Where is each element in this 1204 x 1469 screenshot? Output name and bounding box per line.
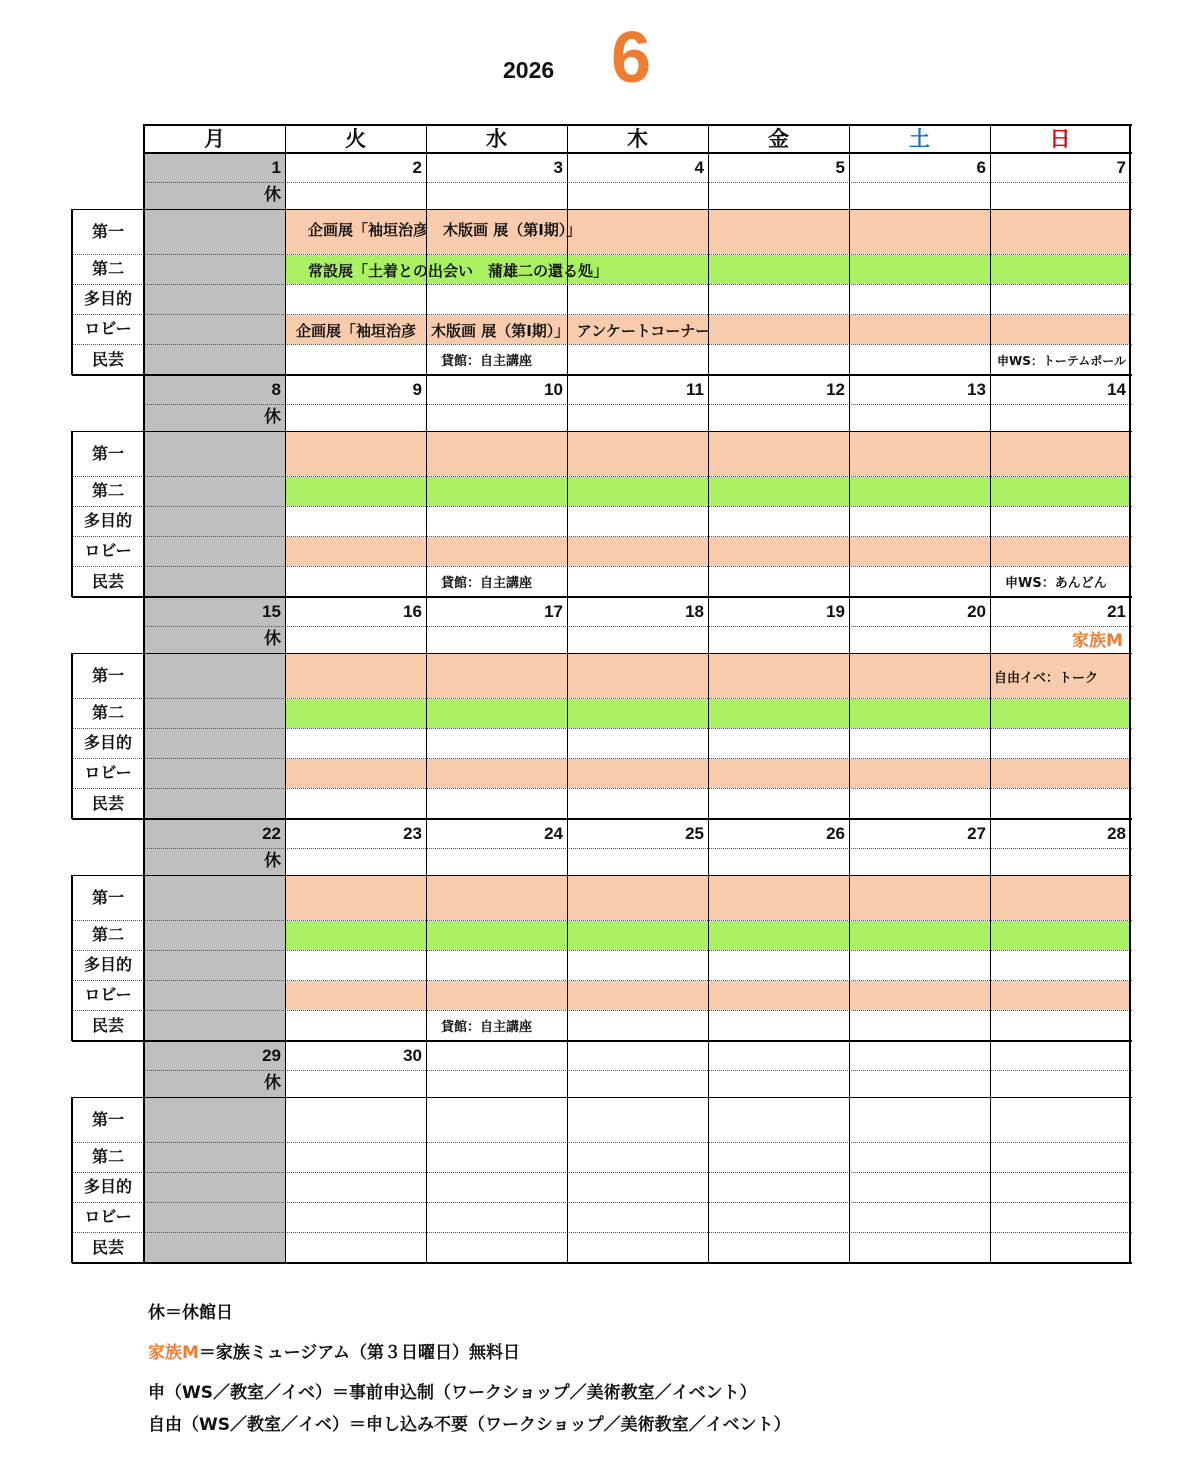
grid-line bbox=[72, 1202, 1132, 1203]
grid-line bbox=[72, 698, 1132, 699]
grid-line bbox=[72, 758, 1132, 759]
day-number: 6 bbox=[976, 158, 986, 177]
day-number: 19 bbox=[826, 602, 845, 621]
grid-line bbox=[144, 152, 1132, 154]
grid-line bbox=[144, 848, 1132, 849]
grid-line bbox=[426, 124, 427, 1263]
day-number: 28 bbox=[1107, 824, 1126, 843]
day-number: 9 bbox=[412, 380, 422, 399]
grid-line bbox=[72, 1142, 1132, 1143]
day-number: 10 bbox=[544, 380, 563, 399]
grid-line bbox=[72, 209, 1132, 210]
calendar-month: 6 bbox=[611, 18, 652, 98]
day-number: 22 bbox=[262, 824, 281, 843]
grid-line bbox=[72, 920, 1132, 921]
day-number bbox=[426, 1042, 563, 1070]
room-label-room-2: 第二 bbox=[91, 925, 124, 944]
room-label-lobby: ロビー bbox=[84, 319, 132, 338]
grid-line bbox=[72, 788, 1132, 789]
weekday-header-2: 水 bbox=[486, 127, 507, 151]
calendar-year: 2026 bbox=[503, 57, 555, 83]
weekday-header-5: 土 bbox=[909, 127, 930, 151]
event-mingei-workshop: 申WS：あんどん bbox=[1005, 576, 1107, 591]
day-number: 14 bbox=[1107, 380, 1126, 399]
room-label-mingei: 民芸 bbox=[91, 572, 124, 591]
day-number: 2 bbox=[412, 158, 422, 177]
room-label-lobby: ロビー bbox=[84, 763, 132, 782]
closed-mark: 休 bbox=[264, 407, 281, 427]
weekday-header-0: 月 bbox=[204, 127, 225, 151]
day-number: 18 bbox=[685, 602, 704, 621]
legend-family-museum-text: ＝家族ミュージアム（第３日曜日）無料日 bbox=[198, 1343, 521, 1363]
room-label-room-2: 第二 bbox=[91, 481, 124, 500]
room-label-mingei: 民芸 bbox=[91, 1016, 124, 1035]
grid-line bbox=[72, 314, 1132, 315]
grid-line bbox=[72, 980, 1132, 981]
event-mingei-workshop: 申WS：トーテムポール bbox=[997, 354, 1127, 368]
grid-line bbox=[71, 1097, 73, 1263]
legend-reservation: 申（WS／教室／イベ）＝事前申込制（ワークショップ／美術教室／イベント） bbox=[148, 1383, 757, 1403]
room-label-room-1: 第一 bbox=[91, 1110, 124, 1129]
day-number: 20 bbox=[967, 602, 986, 621]
grid-line bbox=[72, 284, 1132, 285]
legend-closed: 休＝休館日 bbox=[148, 1303, 233, 1323]
grid-line bbox=[71, 653, 73, 819]
grid-line bbox=[71, 209, 73, 375]
room-label-room-1: 第一 bbox=[91, 222, 124, 241]
room-label-room-2: 第二 bbox=[91, 1147, 124, 1166]
grid-line bbox=[144, 596, 1132, 598]
grid-line bbox=[285, 124, 286, 1263]
grid-line bbox=[72, 1172, 1132, 1173]
room-label-mingei: 民芸 bbox=[91, 350, 124, 369]
grid-line bbox=[144, 124, 1132, 126]
day-number: 5 bbox=[835, 158, 845, 177]
grid-line bbox=[72, 1232, 1132, 1233]
grid-line bbox=[71, 431, 73, 597]
calendar-grid bbox=[72, 125, 1132, 1261]
day-number: 8 bbox=[271, 380, 281, 399]
grid-line bbox=[72, 506, 1132, 507]
grid-line bbox=[71, 875, 73, 1041]
grid-line bbox=[72, 875, 1132, 876]
weekday-header-4: 金 bbox=[768, 127, 789, 151]
day-number: 1 bbox=[271, 158, 281, 177]
day-number: 30 bbox=[403, 1046, 422, 1065]
grid-line bbox=[144, 626, 1132, 627]
day-number: 15 bbox=[262, 602, 281, 621]
room-label-multipurpose: 多目的 bbox=[83, 511, 132, 530]
grid-line bbox=[144, 374, 1132, 376]
grid-line bbox=[1129, 124, 1131, 1263]
day-number bbox=[567, 1042, 704, 1070]
grid-line bbox=[143, 124, 145, 1263]
room-label-room-1: 第一 bbox=[91, 888, 124, 907]
day-number bbox=[708, 1042, 845, 1070]
grid-line bbox=[72, 728, 1132, 729]
closed-mark: 休 bbox=[264, 629, 281, 649]
closed-mark: 休 bbox=[264, 1073, 281, 1093]
grid-line bbox=[72, 1262, 1132, 1264]
event-mingei-rental: 貸館：自主講座 bbox=[441, 354, 533, 369]
event-mingei-rental: 貸館：自主講座 bbox=[441, 576, 533, 591]
legend-free: 自由（WS／教室／イベ）＝申し込み不要（ワークショップ／美術教室／イベント） bbox=[148, 1415, 791, 1435]
room-label-room-2: 第二 bbox=[91, 259, 124, 278]
grid-line bbox=[72, 653, 1132, 654]
grid-line bbox=[72, 431, 1132, 432]
room-label-multipurpose: 多目的 bbox=[83, 1177, 132, 1196]
weekday-header-1: 火 bbox=[345, 127, 366, 151]
grid-line bbox=[567, 124, 568, 1263]
day-number: 29 bbox=[262, 1046, 281, 1065]
day-number: 13 bbox=[967, 380, 986, 399]
day-number: 3 bbox=[553, 158, 563, 177]
event-lobby-exhibition: 企画展「袖垣治彦 木版画 展（第Ⅰ期）」 アンケートコーナー bbox=[296, 322, 711, 340]
grid-line bbox=[144, 818, 1132, 820]
legend-family-museum-mark: 家族M bbox=[148, 1343, 199, 1363]
room-label-room-1: 第一 bbox=[91, 444, 124, 463]
day-number: 7 bbox=[1116, 158, 1126, 177]
room-label-mingei: 民芸 bbox=[91, 794, 124, 813]
event-mingei-rental: 貸館：自主講座 bbox=[441, 1020, 533, 1035]
day-number: 12 bbox=[826, 380, 845, 399]
day-number: 24 bbox=[544, 824, 563, 843]
grid-line bbox=[144, 1040, 1132, 1042]
legend-family-museum bbox=[148, 1338, 520, 1363]
grid-line bbox=[144, 404, 1132, 405]
room-label-multipurpose: 多目的 bbox=[83, 955, 132, 974]
grid-line bbox=[72, 344, 1132, 345]
grid-line bbox=[144, 182, 1132, 183]
day-number: 27 bbox=[967, 824, 986, 843]
day-number: 25 bbox=[685, 824, 704, 843]
day-number: 16 bbox=[403, 602, 422, 621]
grid-line bbox=[72, 536, 1132, 537]
event-room1-talk: 自由イベ：トーク bbox=[994, 671, 1099, 686]
room-label-room-1: 第一 bbox=[91, 666, 124, 685]
grid-line bbox=[72, 476, 1132, 477]
weekday-header-6: 日 bbox=[1049, 127, 1071, 151]
room-label-multipurpose: 多目的 bbox=[83, 289, 132, 308]
day-number bbox=[849, 1042, 986, 1070]
grid-line bbox=[72, 950, 1132, 951]
grid-line bbox=[849, 124, 850, 1263]
day-number: 26 bbox=[826, 824, 845, 843]
day-number: 4 bbox=[694, 158, 704, 177]
grid-line bbox=[144, 1070, 1132, 1071]
room-label-lobby: ロビー bbox=[84, 1207, 132, 1226]
grid-line bbox=[990, 124, 991, 1263]
day-number: 23 bbox=[403, 824, 422, 843]
event-room2-exhibition: 常設展「土着との出会い 蒲雄二の還る処」 bbox=[308, 262, 609, 280]
day-number bbox=[990, 1042, 1126, 1070]
closed-mark: 休 bbox=[264, 185, 281, 205]
event-room1-exhibition: 企画展「袖垣治彦 木版画 展（第Ⅰ期）」 bbox=[308, 221, 582, 239]
day-number: 17 bbox=[544, 602, 563, 621]
grid-line bbox=[72, 1097, 1132, 1098]
day-number: 21 bbox=[1107, 602, 1126, 621]
grid-line bbox=[708, 124, 709, 1263]
room-label-lobby: ロビー bbox=[84, 541, 132, 560]
room-label-mingei: 民芸 bbox=[91, 1238, 124, 1257]
family-museum-badge: 家族M bbox=[1072, 631, 1123, 651]
grid-line bbox=[72, 254, 1132, 255]
room-label-room-2: 第二 bbox=[91, 703, 124, 722]
room-label-multipurpose: 多目的 bbox=[83, 733, 132, 752]
closed-mark: 休 bbox=[264, 851, 281, 871]
weekday-header-3: 木 bbox=[627, 127, 648, 151]
day-number: 11 bbox=[686, 380, 704, 399]
grid-line bbox=[72, 566, 1132, 567]
room-label-lobby: ロビー bbox=[84, 985, 132, 1004]
grid-line bbox=[72, 1010, 1132, 1011]
